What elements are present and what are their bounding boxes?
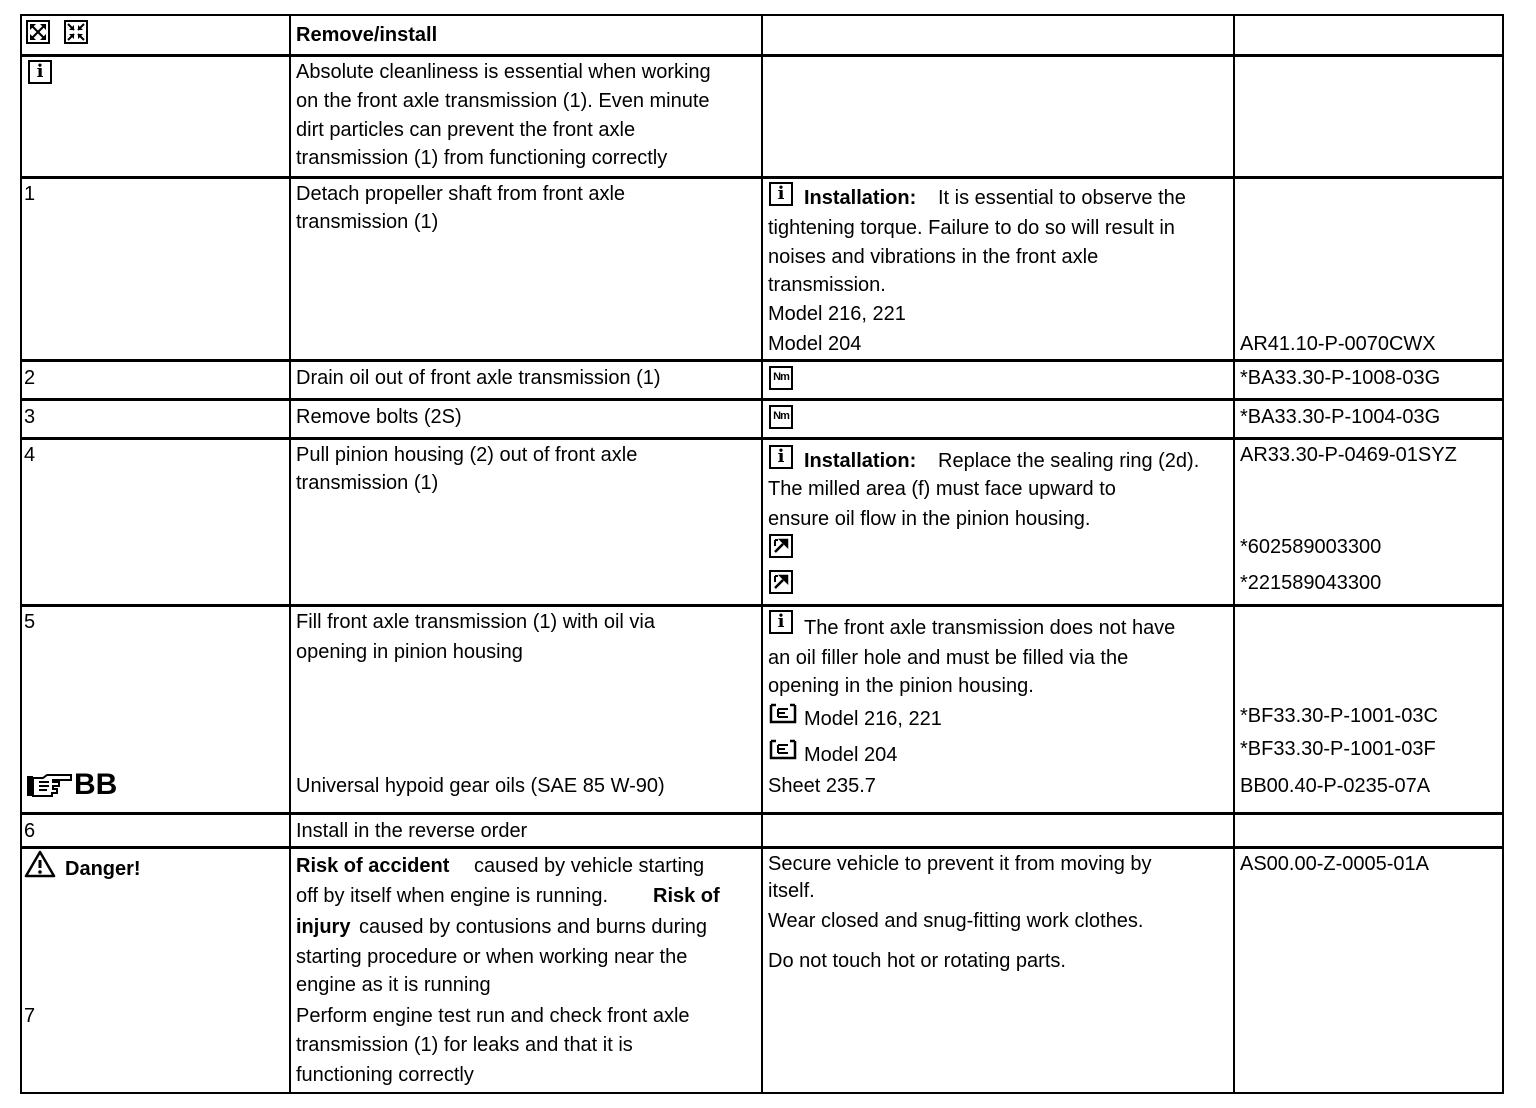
safety-measure: itself. xyxy=(768,880,815,902)
special-tool-icon[interactable] xyxy=(769,570,793,594)
step-number: 3 xyxy=(24,406,36,428)
risk-text: off by itself when engine is running. xyxy=(296,885,609,907)
bb-label: BB xyxy=(74,768,118,801)
document-ref-link[interactable]: AR41.10-P-0070CWX xyxy=(1240,333,1436,355)
row-divider xyxy=(22,398,1502,401)
installation-note: ensure oil flow in the pinion housing. xyxy=(768,508,1091,530)
info-icon: i xyxy=(769,445,793,469)
row-divider xyxy=(22,54,1502,57)
step-note: an oil filler hole and must be filled via the xyxy=(768,647,1129,669)
document-ref-link[interactable]: *BF33.30-P-1001-03F xyxy=(1240,738,1436,760)
installation-label: Installation: xyxy=(804,187,917,209)
row-divider xyxy=(22,846,1502,849)
model-label: Model 204 xyxy=(768,333,862,355)
risk-text: caused by vehicle starting xyxy=(474,855,705,877)
risk-text: engine as it is running xyxy=(296,974,491,996)
fill-capacity-icon[interactable] xyxy=(769,702,797,724)
step-action: Pull pinion housing (2) out of front axle xyxy=(296,444,638,466)
installation-note: tightening torque. Failure to do so will result in xyxy=(768,217,1175,239)
step-note: The front axle transmission does not have xyxy=(804,617,1176,639)
row-divider xyxy=(22,437,1502,440)
step-action: transmission (1) xyxy=(296,211,439,233)
row-divider xyxy=(22,359,1502,362)
step-action: Perform engine test run and check front axle xyxy=(296,1005,690,1027)
risk-text: caused by contusions and burns during xyxy=(359,916,708,938)
step-action: Drain oil out of front axle transmission (1) xyxy=(296,367,661,389)
risk-heading: injury xyxy=(296,916,351,938)
row-divider xyxy=(22,812,1502,815)
step-number: 7 xyxy=(24,1005,36,1027)
step-action: Fill front axle transmission (1) with oil via xyxy=(296,611,655,633)
torque-icon[interactable]: Nm xyxy=(769,366,793,390)
step-number: 5 xyxy=(24,611,36,633)
document-ref-link[interactable]: BB00.40-P-0235-07A xyxy=(1240,775,1431,797)
safety-measure: Wear closed and snug-fitting work clothes. xyxy=(768,910,1144,932)
step-action: transmission (1) xyxy=(296,472,439,494)
installation-note: noises and vibrations in the front axle xyxy=(768,246,1099,268)
info-icon: i xyxy=(769,182,793,206)
operating-fluid: Universal hypoid gear oils (SAE 85 W-90) xyxy=(296,775,665,797)
step-note: opening in the pinion housing. xyxy=(768,675,1034,697)
step-action: Detach propeller shaft from front axle xyxy=(296,183,626,205)
step-action: Install in the reverse order xyxy=(296,820,528,842)
risk-heading: Risk of accident xyxy=(296,855,450,877)
step-action: functioning correctly xyxy=(296,1064,474,1086)
fill-capacity-icon[interactable] xyxy=(769,738,797,760)
procedure-table xyxy=(20,14,1504,1094)
info-icon: i xyxy=(28,60,52,84)
installation-note: transmission. xyxy=(768,274,886,296)
risk-text: starting procedure or when working near the xyxy=(296,946,688,968)
row-divider xyxy=(22,176,1502,179)
info-icon: i xyxy=(769,610,793,634)
tool-ref-link[interactable]: *221589043300 xyxy=(1240,572,1382,594)
tool-ref-link[interactable]: *602589003300 xyxy=(1240,536,1382,558)
warning-icon xyxy=(24,850,56,878)
safety-measure: Secure vehicle to prevent it from moving by xyxy=(768,853,1152,875)
step-number: 4 xyxy=(24,444,36,466)
installation-label: Installation: xyxy=(804,450,917,472)
collapse-icon[interactable] xyxy=(64,20,88,44)
risk-heading: Risk of xyxy=(653,885,720,907)
document-ref-link[interactable]: AR33.30-P-0469-01SYZ xyxy=(1240,444,1457,466)
sheet-label: Sheet 235.7 xyxy=(768,775,876,797)
pointing-hand-icon xyxy=(25,772,73,800)
installation-note: It is essential to observe the xyxy=(938,187,1186,209)
model-label: Model 216, 221 xyxy=(768,303,906,325)
installation-note: The milled area (f) must face upward to xyxy=(768,478,1116,500)
document-ref-link[interactable]: *BF33.30-P-1001-03C xyxy=(1240,705,1438,727)
installation-note: Replace the sealing ring (2d). xyxy=(938,450,1200,472)
document-ref-link[interactable]: AS00.00-Z-0005-01A xyxy=(1240,853,1430,875)
step-number: 1 xyxy=(24,183,36,205)
capacity-model: Model 204 xyxy=(804,744,898,766)
document-ref-link[interactable]: *BA33.30-P-1008-03G xyxy=(1240,367,1441,389)
section-title: Remove/install xyxy=(296,24,438,46)
note-line: transmission (1) from functioning correctly xyxy=(296,147,668,169)
special-tool-icon[interactable] xyxy=(769,534,793,558)
step-action: opening in pinion housing xyxy=(296,641,523,663)
step-action: transmission (1) for leaks and that it is xyxy=(296,1034,633,1056)
expand-icon[interactable] xyxy=(26,20,50,44)
note-line: Absolute cleanliness is essential when working xyxy=(296,61,711,83)
capacity-model: Model 216, 221 xyxy=(804,708,942,730)
safety-measure: Do not touch hot or rotating parts. xyxy=(768,950,1066,972)
danger-label: Danger! xyxy=(65,858,141,880)
note-line: dirt particles can prevent the front axle xyxy=(296,119,636,141)
step-action: Remove bolts (2S) xyxy=(296,406,462,428)
torque-icon[interactable]: Nm xyxy=(769,405,793,429)
step-number: 2 xyxy=(24,367,36,389)
note-line: on the front axle transmission (1). Even minute xyxy=(296,90,710,112)
document-ref-link[interactable]: *BA33.30-P-1004-03G xyxy=(1240,406,1441,428)
step-number: 6 xyxy=(24,820,36,842)
row-divider xyxy=(22,604,1502,607)
